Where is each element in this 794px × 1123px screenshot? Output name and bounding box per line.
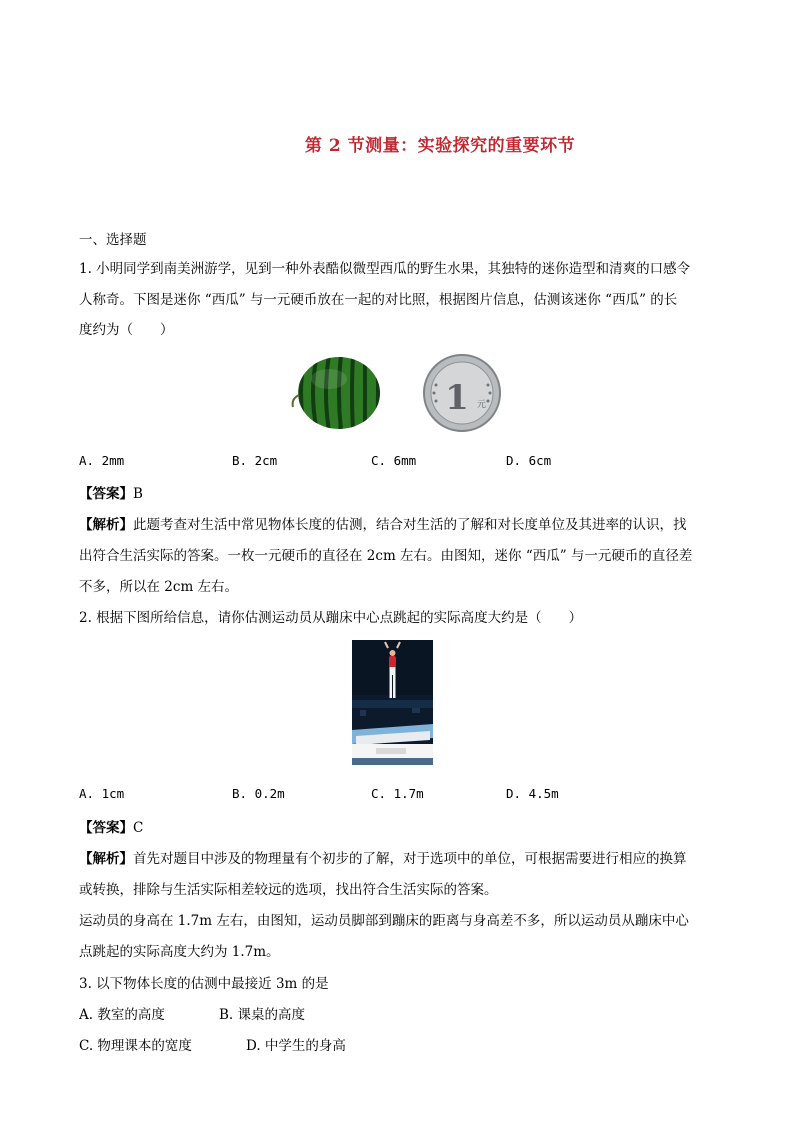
q1-option-b: B. 2cm: [232, 453, 278, 468]
q1-analysis-line-2: 出符合生活实际的答案。一枚一元硬币的直径在 2cm 左右。由图知，迷你 “西瓜” 与一元硬币的直径差: [79, 548, 693, 564]
svg-text:元: 元: [477, 400, 487, 410]
q1-text-line-1: 1. 小明同学到南美洲游学，见到一种外表酷似微型西瓜的野生水果，其独特的迷你造型和清爽的口感令: [79, 261, 691, 277]
page-title: 第 2 节测量：实验探究的重要环节: [304, 136, 576, 156]
q2-analysis-label: 【解析】: [79, 851, 133, 867]
section-heading: 一、选择题: [79, 232, 147, 248]
q1-option-c: C. 6mm: [371, 453, 417, 468]
q2-option-b: B. 0.2m: [232, 786, 285, 801]
q2-analysis-text: 首先对题目中涉及的物理量有个初步的了解，对于选项中的单位，可根据需要进行相应的换算: [133, 851, 687, 867]
q3-text-line-1: 3. 以下物体长度的估测中最接近 3m 的是: [79, 976, 329, 992]
q1-answer-label: 【答案】: [79, 486, 133, 502]
q3-option-a: A. 教室的高度: [79, 1007, 165, 1023]
q2-analysis-line-1: [79, 847, 687, 867]
q3-option-b: B. 课桌的高度: [219, 1007, 306, 1023]
q1-text-line-2: 人称奇。下图是迷你 “西瓜” 与一元硬币放在一起的对比照，根据图片信息，估测该迷你 “西瓜” 的长: [79, 292, 678, 308]
q2-answer-label: 【答案】: [79, 820, 133, 836]
q2-analysis-line-4: 点跳起的实际高度大约为 1.7m。: [79, 944, 280, 960]
q1-analysis-label: 【解析】: [79, 517, 133, 533]
q3-option-d: D. 中学生的身高: [246, 1038, 346, 1054]
q1-analysis-line-3: 不多，所以在 2cm 左右。: [79, 579, 239, 595]
q2-text-line-1: 2. 根据下图所给信息，请你估测运动员从蹦床中心点跳起的实际高度大约是（ ）: [79, 610, 583, 626]
q1-analysis-text: 此题考查对生活中常见物体长度的估测，结合对生活的了解和对长度单位及其进率的认识，找: [133, 517, 687, 533]
q2-option-c: C. 1.7m: [371, 786, 424, 801]
q1-option-a: A. 2mm: [79, 453, 125, 468]
q2-analysis-line-3: 运动员的身高在 1.7m 左右，由图知，运动员脚部到蹦床的距离与身高差不多，所以运动员从蹦床中心: [79, 913, 689, 929]
q1-answer-value: B: [133, 486, 143, 502]
q2-option-d: D. 4.5m: [506, 786, 559, 801]
q2-answer: [79, 816, 143, 836]
q1-text-line-3: 度约为（ ）: [79, 322, 174, 338]
svg-text:1: 1: [445, 378, 469, 418]
q2-option-a: A. 1cm: [79, 786, 125, 801]
q2-answer-value: C: [133, 820, 144, 836]
watermelon-image: [285, 355, 385, 431]
q1-option-d: D. 6cm: [506, 453, 552, 468]
q3-option-c: C. 物理课本的宽度: [79, 1038, 192, 1054]
q1-analysis-line-1: [79, 513, 687, 533]
one-yuan-coin-image: [420, 353, 504, 433]
q1-answer: [79, 482, 143, 502]
trampoline-athlete-image: [352, 640, 433, 765]
q2-analysis-line-2: 或转换，排除与生活实际相差较远的选项，找出符合生活实际的答案。: [79, 882, 498, 898]
